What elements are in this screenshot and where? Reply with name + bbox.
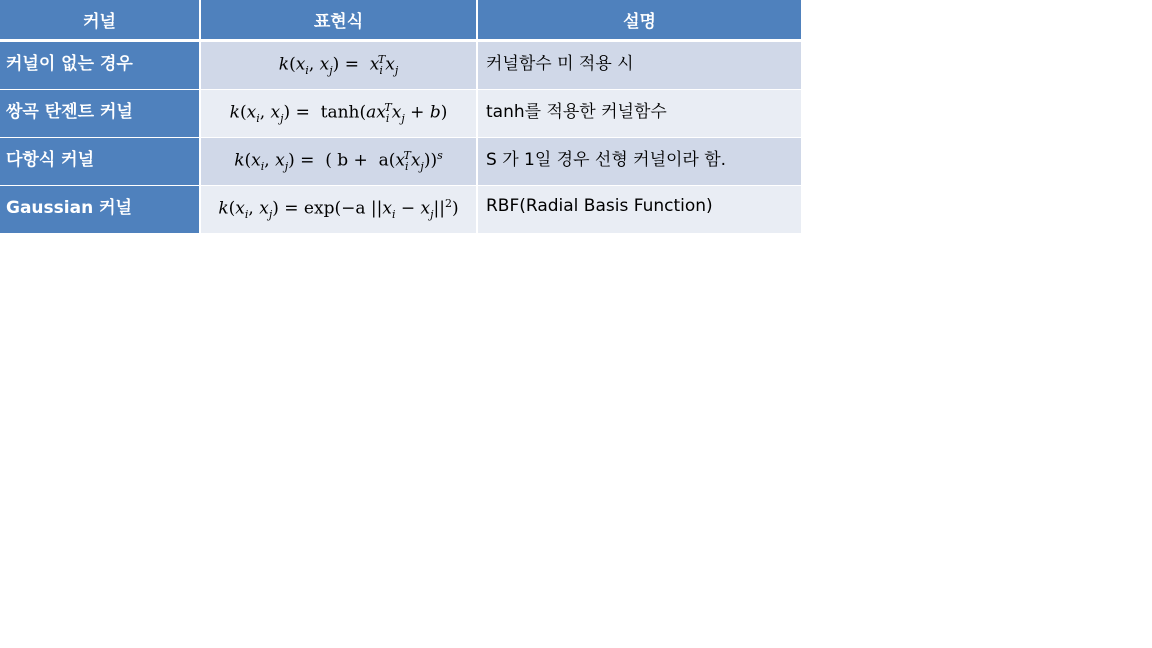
- kernel-description: tanh를 적용한 커널함수: [478, 90, 801, 138]
- kernel-name: 커널이 없는 경우: [0, 42, 201, 90]
- kernel-formula: $k(x_i$, $x_j) = \tanh(ax_i^Tx_j + b)$: [201, 90, 478, 138]
- header-description: 설명: [478, 0, 801, 42]
- kernel-formula: $k(x_i$, $x_j) = \exp(-a$ $||x_i - x_j||^2$): [201, 186, 478, 234]
- kernel-name: Gaussian 커널: [0, 186, 201, 234]
- header-expression: 표현식: [201, 0, 478, 42]
- kernel-description: S 가 1일 경우 선형 커널이라 함.: [478, 138, 801, 186]
- header-kernel: 커널: [0, 0, 201, 42]
- table-row: [0, 138, 801, 186]
- table-row: [0, 90, 801, 138]
- header-row: [0, 0, 801, 42]
- table-row: [0, 42, 801, 90]
- kernel-table: [0, 0, 801, 234]
- kernel-description: 커널함수 미 적용 시: [478, 42, 801, 90]
- kernel-formula: $k(x_i$, $x_j$) = ( $b + a(x_i^Tx_j))^s$: [201, 138, 478, 186]
- kernel-name: 다항식 커널: [0, 138, 201, 186]
- kernel-formula: $k(x_i$, $x_j) = x_i^Tx_j$: [201, 42, 478, 90]
- kernel-name: 쌍곡 탄젠트 커널: [0, 90, 201, 138]
- kernel-description: RBF(Radial Basis Function): [478, 186, 801, 234]
- table-row: [0, 186, 801, 234]
